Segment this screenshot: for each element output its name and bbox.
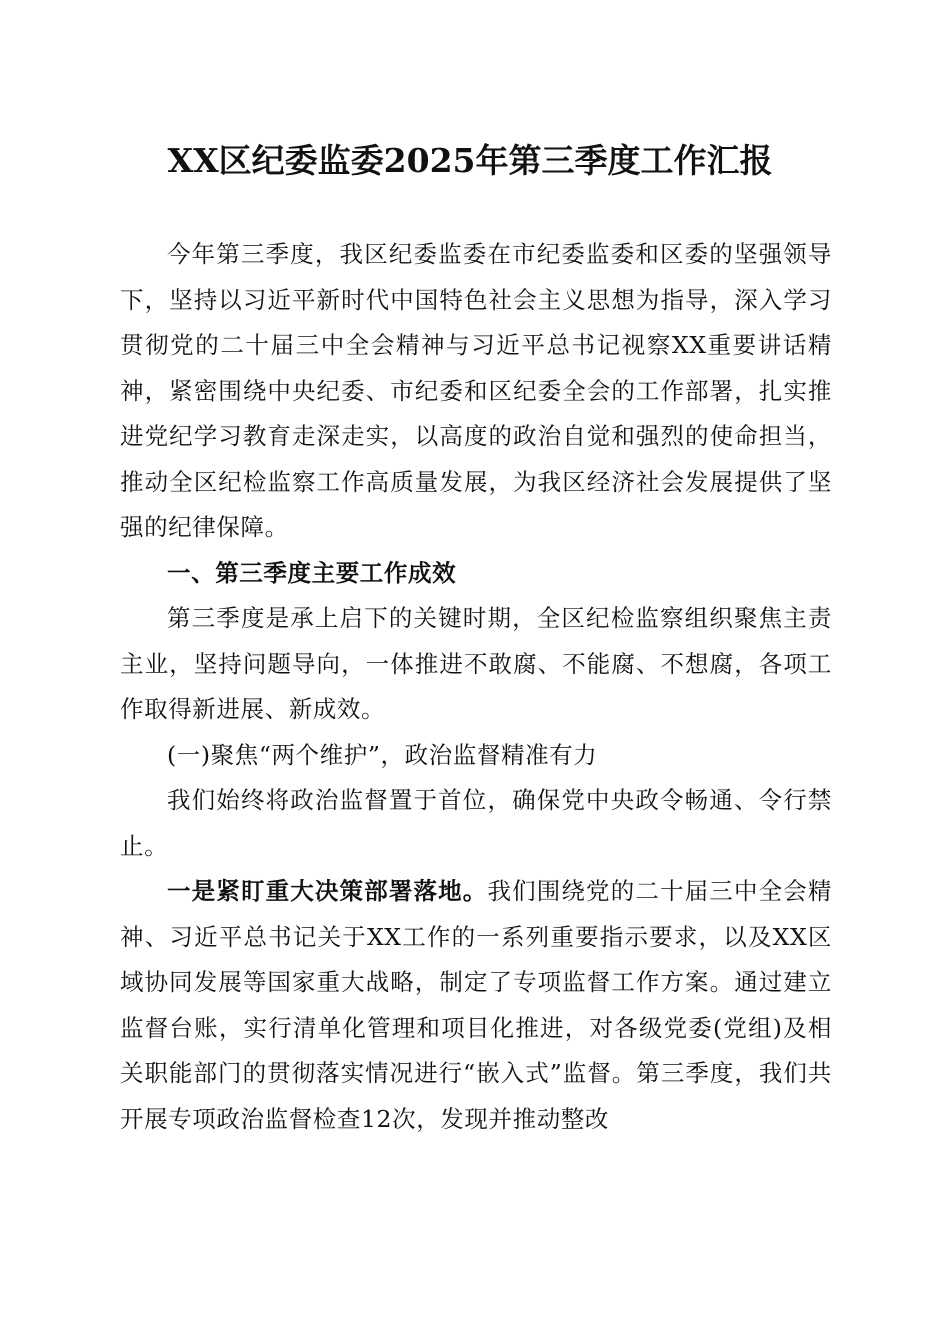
point-text: 我们围绕党的二十届三中全会精神、习近平总书记关于XX工作的一系列重要指示要求，以及XX区域协同发展等国家重大战略，制定了专项监督工作方案。通过建立监督台账，实行清单化管理和项目化推进，对各级党委(党组)及相关职能部门的贯彻落实情况进行“嵌入式”监督。第三季度，我们共开展专项政治监督检查12次，发现并推动整改 [120, 877, 832, 1133]
subsection-heading: (一)聚焦“两个维护”，政治监督精准有力 [167, 740, 598, 769]
subsection-intro-paragraph: 我们始终将政治监督置于首位，确保党中央政令畅通、令行禁止。 [120, 786, 832, 860]
document-title: XX区纪委监委2025年第三季度工作汇报 [167, 141, 773, 180]
point-paragraph [120, 869, 832, 1142]
point-lead: 一是紧盯重大决策部署落地。 [167, 877, 488, 905]
intro-paragraph: 今年第三季度，我区纪委监委在市纪委监委和区委的坚强领导下，坚持以习近平新时代中国特色社会主义思想为指导，深入学习贯彻党的二十届三中全会精神与习近平总书记视察XX重要讲话精神，紧密围绕中央纪委、市纪委和区纪委全会的工作部署，扎实推进党纪学习教育走深走实，以高度的政治自觉和强烈的使命担当，推动全区纪检监察工作高质量发展，为我区经济社会发展提供了坚强的纪律保障。 [120, 240, 832, 541]
document-body [120, 232, 832, 1142]
section-heading: 一、第三季度主要工作成效 [167, 558, 457, 587]
section-summary-paragraph: 第三季度是承上启下的关键时期，全区纪检监察组织聚焦主责主业，坚持问题导向，一体推进不敢腐、不能腐、不想腐，各项工作取得新进展、新成效。 [120, 604, 832, 723]
